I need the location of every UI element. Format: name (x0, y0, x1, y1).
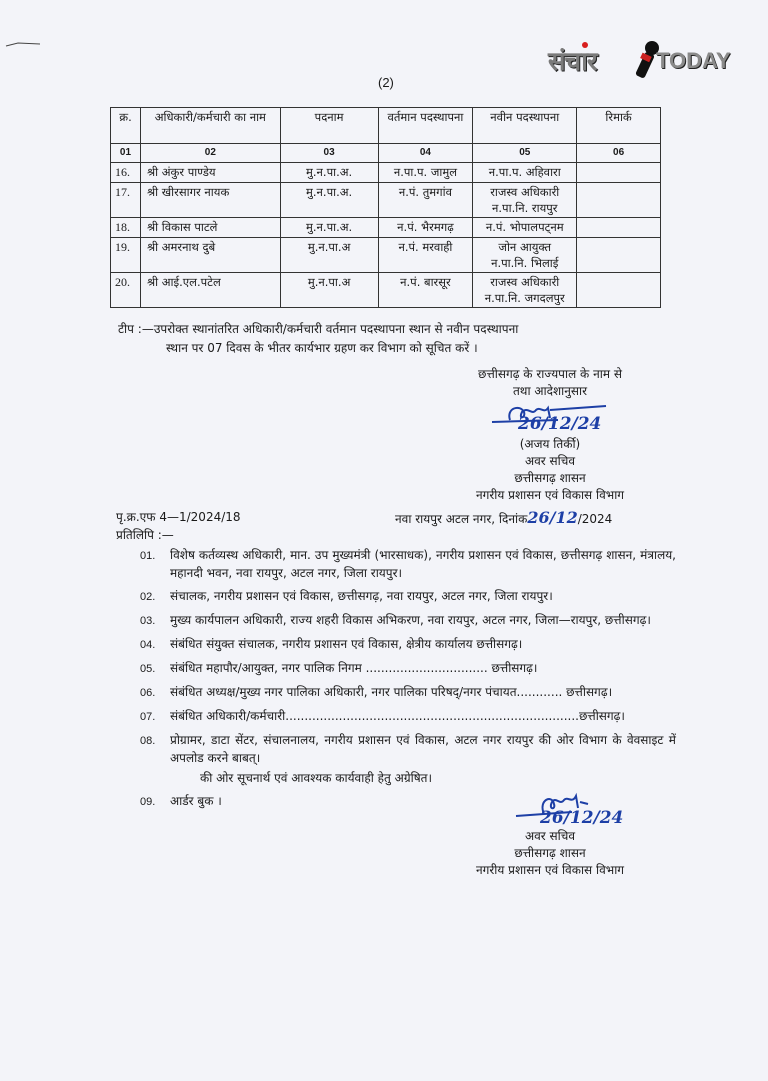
cell-current-posting: न.पं. बारसूर (378, 273, 473, 308)
new-posting-line1: न.पं. भोपालपट्नम (485, 220, 564, 234)
cell-sn: 16. (111, 163, 141, 183)
item-number: 09. (140, 796, 156, 808)
item-number: 01. (140, 550, 156, 562)
header-current-posting: वर्तमान पदस्थापना (378, 108, 473, 144)
table-header-row (111, 108, 661, 144)
header-remark: रिमार्क (577, 108, 661, 144)
index-cell: 06 (577, 144, 661, 163)
logo-english-text: TODAY (656, 48, 731, 73)
transfer-table (110, 107, 661, 308)
cell-sn: 20. (111, 273, 141, 308)
cell-sn: 19. (111, 238, 141, 273)
list-item (140, 707, 676, 726)
new-posting-line1: न.पा.प. अहिवारा (488, 165, 561, 179)
item-number: 02. (140, 591, 156, 603)
list-item (140, 659, 676, 678)
cell-new-posting (473, 273, 577, 308)
cell-new-posting (473, 163, 577, 183)
index-cell: 01 (111, 144, 141, 163)
date-year: /2024 (577, 512, 613, 526)
copy-list (140, 546, 676, 816)
item-text: संबंधित अधिकारी/कर्मचारी.............................................................................छत्तीसगढ़। (170, 709, 625, 723)
reference-number: पृ.क्र.एफ 4—1/2024/18 (116, 510, 241, 524)
sanchar-today-logo (548, 38, 748, 82)
table-row (111, 163, 661, 183)
page-number: (2) (378, 75, 394, 90)
item-number: 07. (140, 711, 156, 723)
logo-hindi-text: संचार (548, 47, 597, 77)
signature-1-date: 26/12/24 (518, 414, 602, 434)
item-text: प्रोग्रामर, डाटा सेंटर, संचालनालय, नगरीय प्रशासन एवं विकास, अटल नगर रायपुर की ओर विभाग के वेवसाइट में अपलोड करने बाबत्। (170, 733, 676, 765)
signatory-govt: छत्तीसगढ़ शासन (514, 846, 586, 860)
place-and-date (395, 508, 612, 527)
forward-line: की ओर सूचनार्थ एवं आवश्यक कार्यवाही हेतु अग्रेषित। (200, 771, 433, 785)
item-text: संचालक, नगरीय प्रशासन एवं विकास, छत्तीसगढ़, नवा रायपुर, अटल नगर, जिला रायपुर। (170, 589, 553, 603)
signatory-govt: छत्तीसगढ़ शासन (514, 471, 586, 485)
new-posting-line1: राजस्व अधिकारी (490, 275, 560, 289)
cell-sn: 17. (111, 183, 141, 218)
item-number: 08. (140, 735, 156, 747)
list-item (140, 546, 676, 582)
item-text: संबंधित अध्यक्ष/मुख्य नगर पालिका अधिकारी, नगर पालिका परिषद्/नगर पंचायत............ छत्तीसगढ़। (170, 685, 613, 699)
order-line2: तथा आदेशानुसार (512, 384, 588, 398)
list-item (140, 731, 676, 767)
list-item (140, 635, 676, 654)
cell-current-posting: न.पं. तुमगांव (378, 183, 473, 218)
index-cell: 03 (280, 144, 378, 163)
item-text: मुख्य कार्यपालन अधिकारी, राज्य शहरी विकास अभिकरण, नवा रायपुर, अटल नगर, जिला—रायपुर, छत्तीसगढ़। (170, 613, 651, 627)
cell-name: श्री खीरसागर नायक (140, 183, 280, 218)
note-paragraph (118, 320, 663, 358)
signatory-designation: अवर सचिव (524, 454, 576, 468)
header-new-posting: नवीन पदस्थापना (473, 108, 577, 144)
cell-designation: मु.न.पा.अ (280, 273, 378, 308)
cell-designation: मु.न.पा.अ. (280, 163, 378, 183)
cell-name: श्री अंकुर पाण्डेय (140, 163, 280, 183)
cell-current-posting: न.पा.प. जामुल (378, 163, 473, 183)
item-number: 05. (140, 663, 156, 675)
cell-current-posting: न.पं. मरवाही (378, 238, 473, 273)
signatory-name: (अजय तिर्की) (519, 437, 581, 451)
table-index-row (111, 144, 661, 163)
table-row (111, 218, 661, 238)
order-line1: छत्तीसगढ़ के राज्यपाल के नाम से (478, 367, 622, 381)
cell-new-posting (473, 183, 577, 218)
item-number: 03. (140, 615, 156, 627)
index-cell: 05 (473, 144, 577, 163)
table-row (111, 273, 661, 308)
table-row (111, 183, 661, 218)
cell-designation: मु.न.पा.अ (280, 238, 378, 273)
copy-label: प्रतिलिपि :— (116, 528, 174, 542)
stray-mark-icon (4, 40, 44, 48)
header-name: अधिकारी/कर्मचारी का नाम (140, 108, 280, 144)
copy-signatory (420, 828, 680, 879)
item-text: संबंधित महापौर/आयुक्त, नगर पालिक निगम ................................ छत्तीसगढ़। (170, 661, 538, 675)
cell-remark (577, 238, 661, 273)
cell-name: श्री आई.एल.पटेल (140, 273, 280, 308)
new-posting-line2: न.पा.नि. भिलाई (491, 256, 559, 270)
new-posting-line2: न.पा.नि. रायपुर (492, 201, 558, 215)
cell-name: श्री अमरनाथ दुबे (140, 238, 280, 273)
note-line2: स्थान पर 07 दिवस के भीतर कार्यभार ग्रहण कर विभाग को सूचित करें । (166, 341, 478, 355)
item-text: संबंधित संयुक्त संचालक, नगरीय प्रशासन एवं विकास, क्षेत्रीय कार्यालय छत्तीसगढ़। (170, 637, 523, 651)
signatory-department: नगरीय प्रशासन एवं विकास विभाग (475, 863, 625, 877)
list-item (140, 611, 676, 630)
signatory-department: नगरीय प्रशासन एवं विकास विभाग (475, 488, 625, 502)
cell-remark (577, 273, 661, 308)
item-text: विशेष कर्तव्यस्थ अधिकारी, मान. उप मुख्यमंत्री (भारसाधक), नगरीय प्रशासन एवं विकास, छत्तीसगढ़ शासन, मंत्रालय, महानदी भवन, नवा रायपुर, अटल नगर, जिला रायपुर। (170, 548, 676, 580)
cell-remark (577, 163, 661, 183)
cell-remark (577, 218, 661, 238)
order-authority-block (400, 366, 700, 400)
cell-current-posting: न.पं. भैरमगढ़ (378, 218, 473, 238)
place-text: नवा रायपुर अटल नगर, दिनांक (395, 512, 528, 526)
index-cell: 02 (140, 144, 280, 163)
new-posting-line1: जोन आयुक्त (498, 240, 552, 254)
header-sn: क्र. (111, 108, 141, 144)
cell-designation: मु.न.पा.अ. (280, 183, 378, 218)
list-item (140, 587, 676, 606)
order-signatory (400, 436, 700, 504)
table-row (111, 238, 661, 273)
handwritten-date: 26/12 (527, 508, 578, 527)
cell-name: श्री विकास पाटले (140, 218, 280, 238)
cell-new-posting (473, 218, 577, 238)
new-posting-line2: न.पा.नि. जगदलपुर (484, 291, 565, 305)
item-number: 06. (140, 687, 156, 699)
header-designation: पदनाम (280, 108, 378, 144)
signatory-designation: अवर सचिव (524, 829, 576, 843)
signature-2-date: 26/12/24 (540, 808, 624, 828)
item-number: 04. (140, 639, 156, 651)
cell-remark (577, 183, 661, 218)
cell-sn: 18. (111, 218, 141, 238)
item-text: आर्डर बुक । (170, 794, 222, 808)
cell-designation: मु.न.पा.अ. (280, 218, 378, 238)
note-line1: टीप :—उपरोक्त स्थानांतरित अधिकारी/कर्मचारी वर्तमान पदस्थापना स्थान से नवीन पदस्थापना (118, 322, 519, 336)
cell-new-posting (473, 238, 577, 273)
new-posting-line1: राजस्व अधिकारी (490, 185, 560, 199)
list-item (140, 683, 676, 702)
index-cell: 04 (378, 144, 473, 163)
